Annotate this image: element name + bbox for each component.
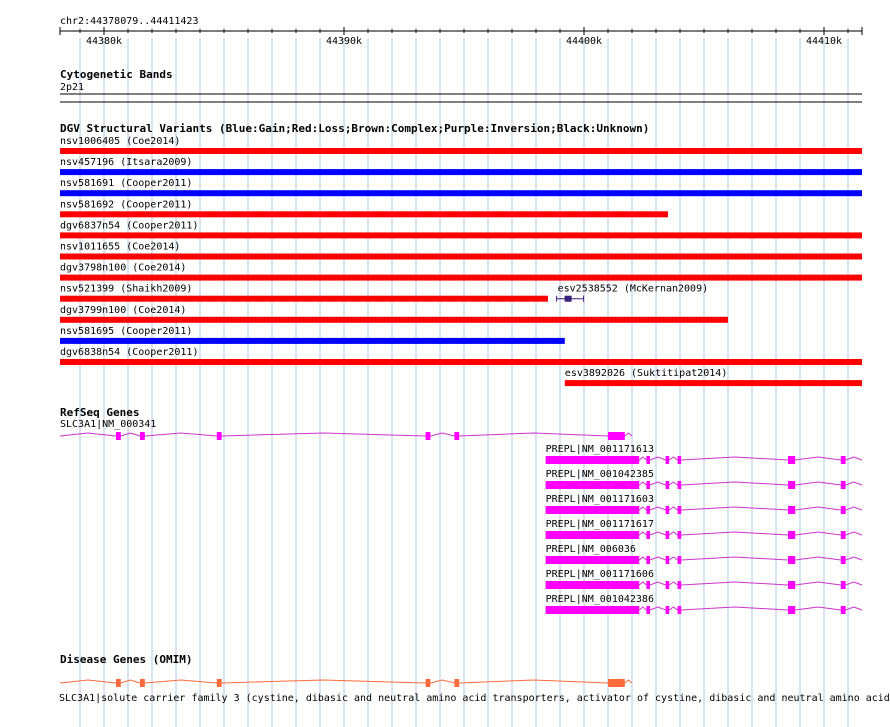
refseq-gene-exon: [546, 606, 640, 614]
dgv-variant-bar: [60, 232, 862, 238]
dgv-variant-label: nsv581691 (Cooper2011): [60, 178, 193, 190]
dgv-variant-bar: [60, 254, 862, 260]
refseq-gene-exon: [788, 556, 795, 564]
dgv-variant-label: nsv581692 (Cooper2011): [60, 199, 193, 211]
dgv-track[interactable]: [60, 122, 862, 386]
refseq-gene-label: SLC3A1|NM_000341: [60, 419, 157, 430]
refseq-gene-label: PREPL|NM_001171606: [545, 569, 654, 580]
dgv-variant-bar: [565, 296, 572, 302]
refseq-gene-exon: [646, 456, 650, 464]
dgv-variant-label: dgv6838n54 (Cooper2011): [60, 347, 199, 358]
refseq-gene-exon: [666, 606, 670, 614]
dgv-variant-bar: [60, 338, 565, 344]
refseq-gene-exon: [788, 606, 795, 614]
refseq-gene-exon: [608, 432, 625, 440]
refseq-gene-exon: [646, 556, 650, 564]
refseq-gene-exon: [646, 481, 650, 489]
refseq-gene-exon: [426, 432, 431, 440]
refseq-gene-label: PREPL|NM_001042385: [545, 469, 654, 480]
refseq-gene-exon: [788, 456, 795, 464]
refseq-gene-exon: [666, 556, 670, 564]
refseq-gene-exon: [678, 456, 682, 464]
dgv-variant-label: dgv6837n54 (Cooper2011): [60, 220, 199, 232]
refseq-gene-exon: [678, 481, 682, 489]
refseq-gene-exon: [678, 581, 682, 589]
dgv-variant-bar: [565, 380, 862, 386]
refseq-gene-label: PREPL|NM_001171603: [545, 494, 654, 505]
cytoband-track-title: Cytogenetic Bands: [60, 68, 173, 81]
refseq-gene-exon: [140, 432, 145, 440]
refseq-gene-exon: [454, 432, 459, 440]
ruler-tick-label: 44400k: [565, 36, 603, 47]
omim-gene-description: SLC3A1|solute carrier family 3 (cystine, dibasic and neutral amino acid transporters, activator of cystine, dibasic and neutral amino acid: [59, 693, 890, 704]
refseq-gene-label: PREPL|NM_001171613: [545, 444, 654, 455]
omim-track-title: Disease Genes (OMIM): [60, 653, 193, 666]
dgv-track-title: DGV Structural Variants (Blue:Gain;Red:Loss;Brown:Complex;Purple:Inversion;Black:Unknown): [60, 122, 650, 135]
dgv-variant-label: esv3892026 (Suktitipat2014): [564, 368, 728, 380]
cytoband-label: 2p21: [60, 82, 85, 93]
dgv-variant-bar: [60, 317, 728, 323]
omim-gene-exon: [454, 679, 459, 687]
dgv-variant-bar: [60, 169, 862, 175]
refseq-gene-exon: [788, 581, 795, 589]
refseq-gene-exon: [666, 581, 670, 589]
refseq-gene-exon: [678, 606, 682, 614]
refseq-gene-exon: [546, 506, 640, 514]
omim-gene-exon: [140, 679, 145, 687]
refseq-gene-exon: [666, 456, 670, 464]
omim-gene-exon: [116, 679, 121, 687]
refseq-gene-exon: [788, 481, 795, 489]
dgv-variant-label: nsv581695 (Cooper2011): [60, 325, 193, 337]
omim-gene-exon: [217, 679, 222, 687]
refseq-gene-exon: [841, 556, 846, 564]
refseq-gene-exon: [678, 556, 682, 564]
refseq-gene-exon: [116, 432, 121, 440]
refseq-gene-exon: [788, 531, 795, 539]
omim-gene-exon: [608, 679, 625, 687]
refseq-gene-exon: [666, 531, 670, 539]
refseq-gene-exon: [678, 506, 682, 514]
refseq-gene-exon: [546, 531, 640, 539]
omim-gene-intron-line: [60, 680, 632, 683]
dgv-variant-label: dgv3799n100 (Coe2014): [60, 304, 187, 316]
ruler-tick-label: 44410k: [805, 36, 843, 47]
scale-ruler: [60, 16, 862, 47]
dgv-variant-bar: [60, 275, 862, 281]
refseq-gene-exon: [646, 506, 650, 514]
refseq-gene-exon: [841, 531, 846, 539]
refseq-gene-exon: [546, 556, 640, 564]
refseq-gene-label: PREPL|NM_006036: [545, 544, 636, 555]
refseq-gene-exon: [546, 581, 640, 589]
refseq-gene-label: PREPL|NM_001042386: [545, 594, 654, 605]
refseq-gene-exon: [546, 456, 640, 464]
refseq-gene-exon: [841, 456, 846, 464]
dgv-variant-bar: [60, 148, 862, 154]
dgv-variant-bar: [60, 359, 862, 365]
cytoband-track[interactable]: [60, 68, 862, 102]
refseq-gene-label: PREPL|NM_001171617: [545, 519, 654, 530]
refseq-gene-exon: [217, 432, 222, 440]
refseq-gene-exon: [666, 481, 670, 489]
refseq-gene-intron-line: [60, 433, 632, 436]
refseq-track[interactable]: [60, 406, 862, 614]
ruler-ticks: [60, 27, 862, 47]
refseq-gene-exon: [666, 506, 670, 514]
refseq-gene-exon: [646, 606, 650, 614]
dgv-variant-bar: [60, 190, 862, 196]
omim-gene-exon: [426, 679, 431, 687]
dgv-variant-bar: [60, 296, 548, 302]
dgv-variant-label: nsv1011655 (Coe2014): [60, 241, 181, 253]
omim-track[interactable]: [59, 653, 890, 704]
refseq-gene-exon: [546, 481, 640, 489]
refseq-gene-exon: [841, 506, 846, 514]
dgv-variant-label: esv2538552 (McKernan2009): [557, 283, 709, 295]
ruler-tick-label: 44390k: [325, 36, 363, 47]
refseq-track-title: RefSeq Genes: [60, 406, 140, 419]
dgv-variant-label: nsv457196 (Itsara2009): [60, 157, 193, 169]
refseq-gene-exon: [678, 531, 682, 539]
dgv-features: [60, 136, 862, 386]
location-label: chr2:44378079..44411423: [60, 16, 199, 27]
refseq-gene-exon: [788, 506, 795, 514]
dgv-variant-label: nsv521399 (Shaikh2009): [60, 283, 193, 295]
refseq-gene-exon: [646, 581, 650, 589]
refseq-gene-exon: [841, 581, 846, 589]
dgv-variant-bar: [60, 211, 668, 217]
refseq-gene-exon: [841, 481, 846, 489]
refseq-features: [60, 419, 862, 614]
refseq-gene-exon: [646, 531, 650, 539]
dgv-variant-label: nsv1006405 (Coe2014): [60, 136, 181, 147]
omim-features: [60, 679, 632, 687]
ruler-tick-label: 44380k: [85, 36, 123, 47]
refseq-gene-exon: [841, 606, 846, 614]
dgv-variant-label: dgv3798n100 (Coe2014): [60, 262, 187, 274]
